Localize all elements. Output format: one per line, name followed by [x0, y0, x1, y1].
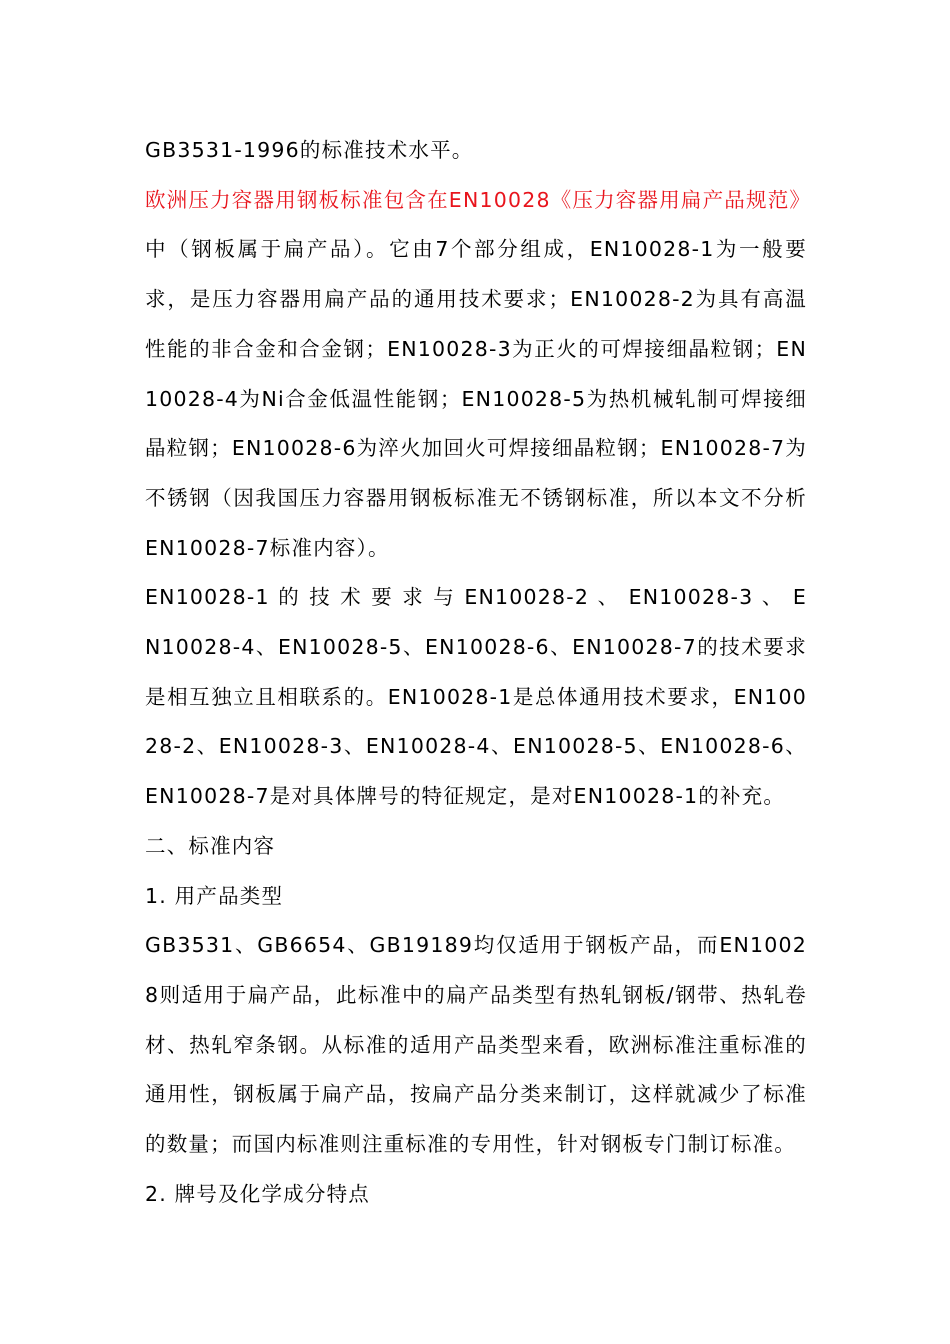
paragraph-standard-level: GB3531-1996的标准技术水平。: [145, 138, 474, 162]
document-body: [145, 126, 812, 1219]
subheading-grades-chemistry: 2. 牌号及化学成分特点: [145, 1181, 370, 1206]
highlighted-standard-title: 欧洲压力容器用钢板标准包含在EN10028《压力容器用扁产品规范》: [145, 187, 812, 212]
subheading-product-types: 1. 用产品类型: [145, 883, 284, 908]
section-heading-standard-content: 二、标准内容: [145, 833, 276, 858]
paragraph-en10028-overview: [145, 176, 812, 574]
paragraph-en10028-relationship: EN10028-1 的 技 术 要 求 与 EN10028-2 、 EN10028-3 、 EN10028-4、EN10028-5、EN10028-6、EN10028-7的技术要求是相互独立且相联系的。EN10028-1是总体通用技术要求，EN10028-2、EN10028-3、EN10028-4、EN10028-5、EN10028-6、EN10028-7是对具体牌号的特征规定，是对EN10028-1的补充。: [145, 585, 807, 809]
paragraph-product-types: GB3531、GB6654、GB19189均仅适用于钢板产品，而EN10028则适用于扁产品，此标准中的扁产品类型有热轧钢板/钢带、热轧卷材、热轧窄条钢。从标准的适用产品类型来看，欧洲标准注重标准的通用性，钢板属于扁产品，按扁产品分类来制订，这样就减少了标准的数量；而国内标准则注重标准的专用性，针对钢板专门制订标准。: [145, 933, 807, 1157]
paragraph-en10028-parts: 中（钢板属于扁产品）。它由7个部分组成，EN10028-1为一般要求，是压力容器用扁产品的通用技术要求；EN10028-2为具有高温性能的非合金和合金钢；EN10028-3为正火的可焊接细晶粒钢；EN10028-4为Ni合金低温性能钢；EN10028-5为热机械轧制可焊接细晶粒钢；EN10028-6为淬火加回火可焊接细晶粒钢；EN10028-7为不锈钢（因我国压力容器用钢板标准无不锈钢标准，所以本文不分析EN10028-7标准内容）。: [145, 237, 807, 560]
